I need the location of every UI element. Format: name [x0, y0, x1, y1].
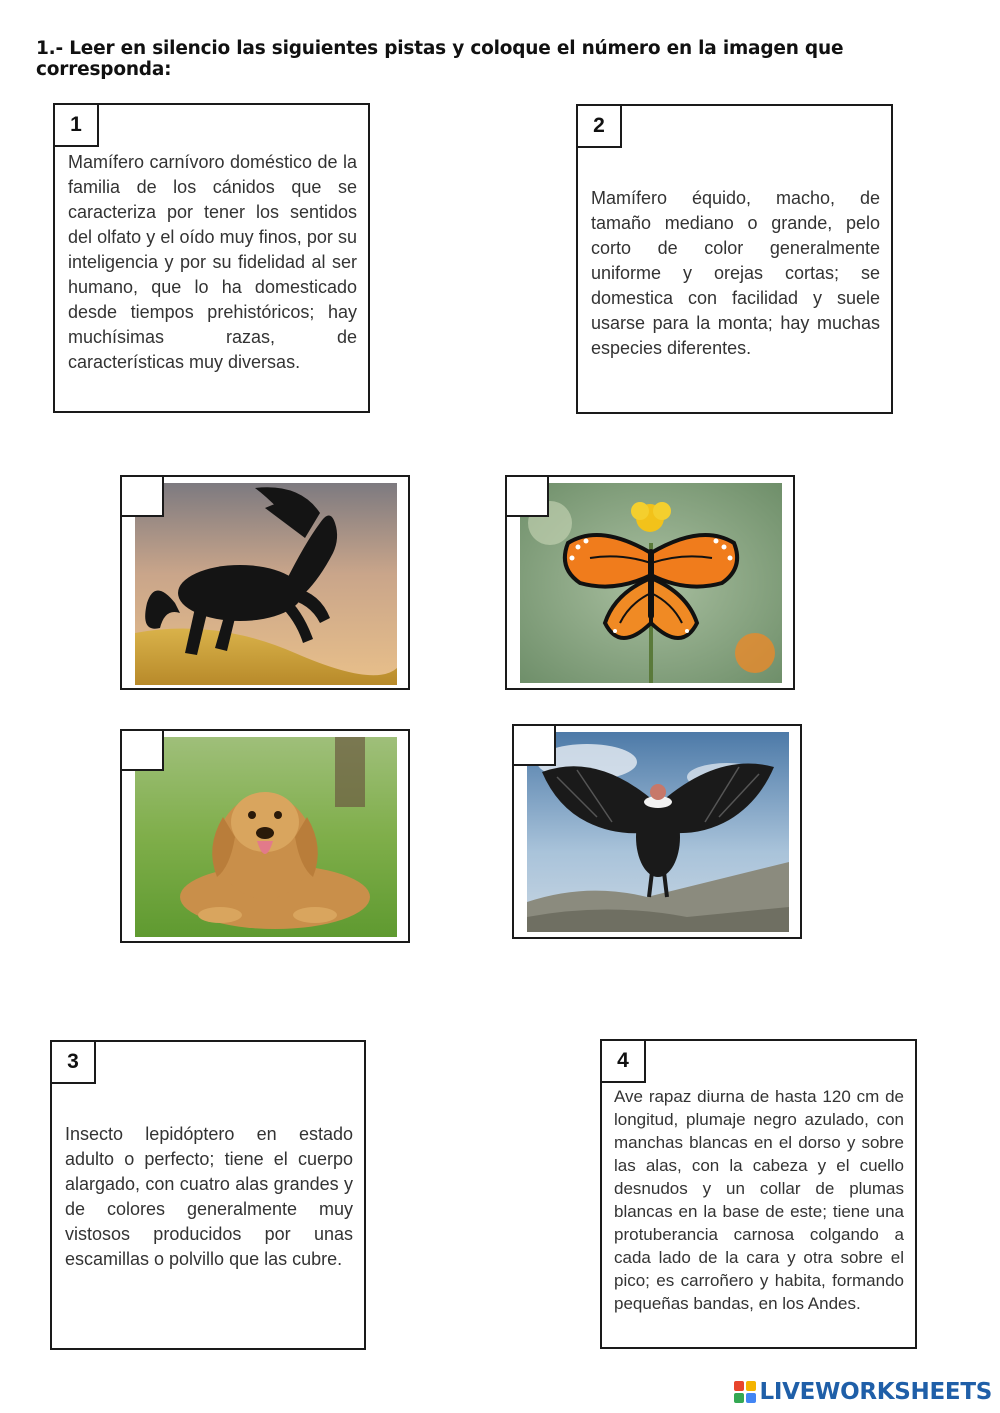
liveworksheets-logo	[734, 1379, 992, 1405]
horse-photo-card	[120, 475, 410, 690]
clue-card-3	[50, 1040, 366, 1350]
dog-answer-box[interactable]	[120, 729, 164, 771]
clue-number-2: 2	[578, 106, 622, 148]
horse-answer-box[interactable]	[120, 475, 164, 517]
butterfly-photo-card	[505, 475, 795, 690]
butterfly-image	[520, 483, 782, 683]
dog-photo-card	[120, 729, 410, 943]
butterfly-answer-box[interactable]	[505, 475, 549, 517]
clue-text-1: Mamífero carnívoro doméstico de la familia de los cánidos que se caracteriza por tener los sentidos del olfato y el oído muy finos, por su inteligencia y por su fidelidad al ser humano, que lo ha domesticado desde tiempos prehistóricos; hay muchísimas razas, de características muy diversas.	[68, 152, 357, 372]
condor-answer-box[interactable]	[512, 724, 556, 766]
logo-wordmark: LIVEWORKSHEETS	[759, 1379, 992, 1405]
horse-image	[135, 483, 397, 685]
dog-image	[135, 737, 397, 937]
condor-photo-card	[512, 724, 802, 939]
clue-card-2	[576, 104, 893, 414]
clue-text-3: Insecto lepidóptero en estado adulto o perfecto; tiene el cuerpo alargado, con cuatro alas grandes y de colores generalmente muy vistosos producidos por unas escamillas o polvillo que las cubre.	[65, 1124, 353, 1269]
clue-card-1	[53, 103, 370, 413]
clue-text-4: Ave rapaz diurna de hasta 120 cm de longitud, plumaje negro azulado, con manchas blancas en el dorso y sobre las alas, con la cabeza y el cuello desnudos y un collar de plumas blancas en la base de este; tiene una protuberancia carnosa colgando a cada lado de la cara y otra sobre el pico; es carroñero y habita, formando pequeñas bandas, en los Andes.	[614, 1087, 904, 1313]
clue-text-2: Mamífero équido, macho, de tamaño mediano o grande, pelo corto de color generalmente uniforme y orejas cortas; se domestica con facilidad y suele usarse para la monta; hay muchas especies diferentes.	[591, 188, 880, 358]
liveworksheets-mark-icon	[734, 1381, 756, 1403]
clue-number-4: 4	[602, 1041, 646, 1083]
instruction-heading: 1.- Leer en silencio las siguientes pistas y coloque el número en la imagen que corresponda:	[36, 38, 844, 80]
clue-number-3: 3	[52, 1042, 96, 1084]
clue-card-4	[600, 1039, 917, 1349]
clue-number-1: 1	[55, 105, 99, 147]
condor-image	[527, 732, 789, 932]
